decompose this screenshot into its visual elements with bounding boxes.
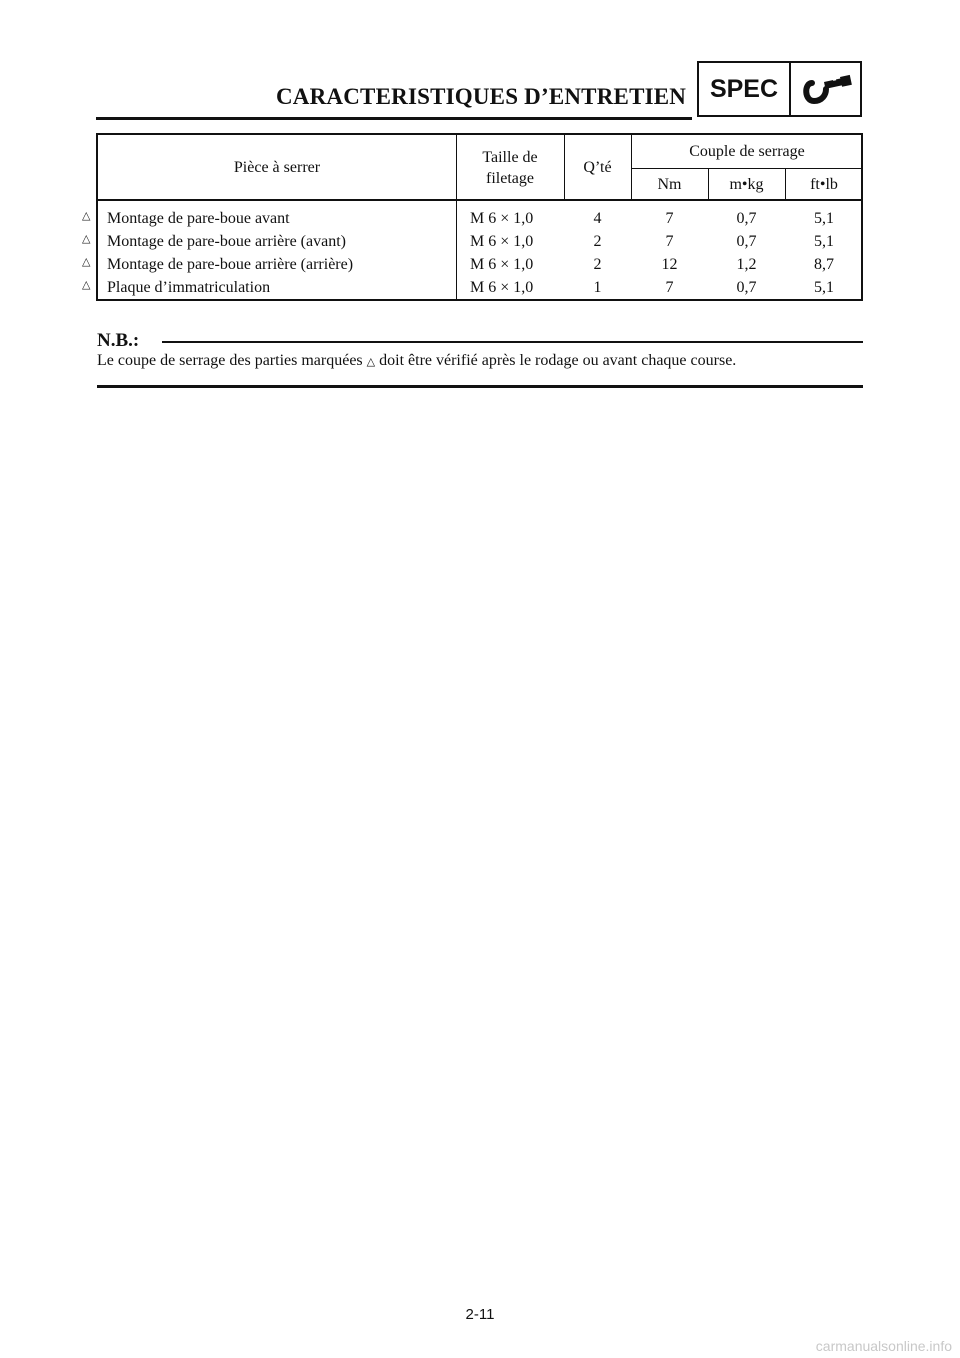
page-title: CARACTERISTIQUES D’ENTRETIEN [276,84,687,109]
check-marker-icon: △ [82,279,91,291]
row-thread: M 6 × 1,0 [470,256,534,273]
row-nm: 7 [665,279,674,296]
row-ftlb: 5,1 [814,233,834,250]
row-qty: 4 [593,210,602,227]
row-mkg: 0,7 [736,233,757,250]
row-ftlb: 5,1 [814,210,834,227]
row-nm: 7 [665,210,674,227]
row-thread: M 6 × 1,0 [470,210,534,227]
row-qty: 2 [593,256,602,273]
row-mkg: 0,7 [736,210,757,227]
note-text [97,352,736,370]
row-part: Montage de pare-boue arrière (arrière) [107,256,354,273]
watermark: carmanualsonline.info [815,1338,952,1354]
note-title: N.B.: [97,330,140,351]
row-thread: M 6 × 1,0 [470,279,534,296]
row-part: Plaque d’immatriculation [107,279,271,296]
row-qty: 2 [593,233,602,250]
check-marker-icon: △ [82,210,91,222]
spec-badge-label: SPEC [699,63,791,115]
page-number: 2-11 [465,1306,495,1323]
check-marker-icon: △ [366,356,376,368]
col-header-torque: Couple de serrage [689,143,805,160]
note-text-before: Le coupe de serrage des parties marquées [97,352,367,369]
col-header-part: Pièce à serrer [233,159,321,176]
spec-badge [697,61,862,117]
check-marker-icon: △ [82,233,91,245]
note-rule [162,341,863,343]
row-ftlb: 8,7 [814,256,834,273]
row-mkg: 1,2 [736,256,757,273]
row-nm: 7 [665,233,674,250]
row-part: Montage de pare-boue avant [107,210,290,227]
row-mkg: 0,7 [736,279,757,296]
col-header-qty: Q’té [583,159,612,176]
col-header-thread: Taille de filetage [482,149,538,187]
note-bottom-rule [97,385,863,388]
row-nm: 12 [661,256,678,273]
col-header-ftlb: ft•lb [810,176,838,193]
header-rule [96,117,692,120]
note-text-after: doit être vérifié après le rodage ou avant chaque course. [375,352,737,369]
col-header-nm: Nm [657,176,682,193]
row-part: Montage de pare-boue arrière (avant) [107,233,346,250]
row-thread: M 6 × 1,0 [470,233,534,250]
col-header-mkg: m•kg [729,176,764,193]
check-marker-icon: △ [82,256,91,268]
torque-wrench-icon [791,63,860,115]
row-qty: 1 [593,279,602,296]
row-ftlb: 5,1 [814,279,834,296]
torque-spec-table [96,133,863,301]
